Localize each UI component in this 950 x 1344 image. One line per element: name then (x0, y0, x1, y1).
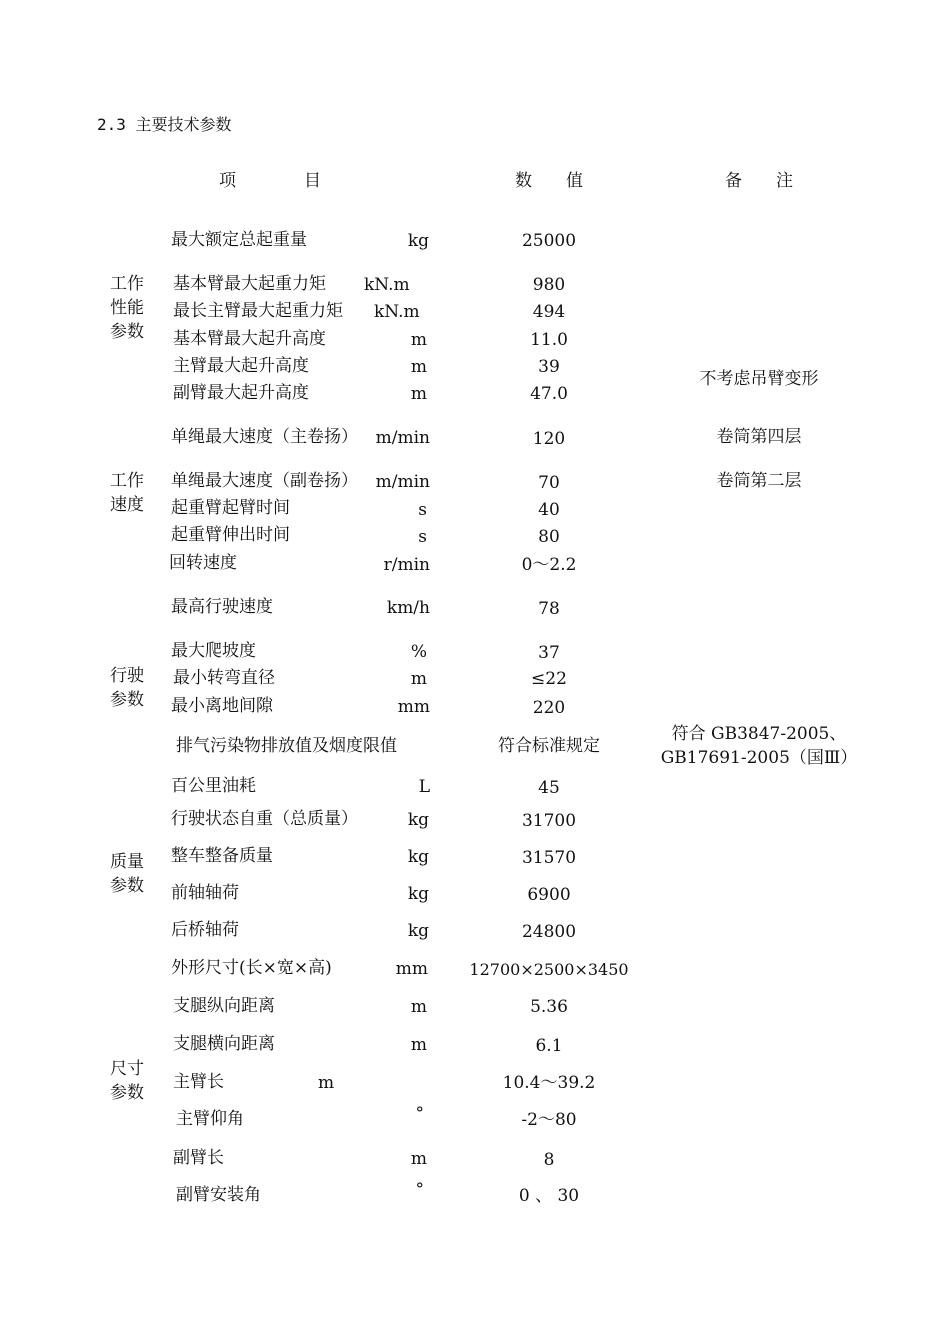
row-name: 整车整备质量 (171, 846, 273, 866)
row-value: 符合标准规定 (498, 736, 600, 756)
group-work-performance: 工作 性能 参数 (110, 274, 144, 342)
row-name: 回转速度 (169, 553, 237, 573)
row-unit: km/h (386, 598, 430, 618)
row-name: 排气污染物排放值及烟度限值 (176, 736, 397, 756)
row-unit: ° (415, 1180, 424, 1200)
row-name: 起重臂伸出时间 (171, 525, 290, 545)
row-value: 25000 (521, 231, 577, 251)
row-name: 最高行驶速度 (171, 597, 273, 617)
section-title: 2.3 主要技术参数 (97, 115, 232, 134)
row-name: 基本臂最大起重力矩 (173, 274, 326, 294)
row-unit: kg (407, 921, 429, 941)
group-mass: 质量 参数 (110, 852, 144, 896)
row-name: 主臂仰角 (176, 1109, 244, 1129)
row-value: -2～80 (521, 1110, 577, 1130)
row-value: 37 (538, 643, 560, 663)
row-unit: kg (407, 884, 429, 904)
row-name: 单绳最大速度（副卷扬） (171, 471, 358, 491)
row-name: 起重臂起臂时间 (171, 498, 290, 518)
row-name: 后桥轴荷 (171, 920, 239, 940)
row-value: 220 (532, 698, 566, 718)
row-name: 副臂长 (173, 1148, 224, 1168)
row-name: 副臂最大起升高度 (173, 383, 309, 403)
row-name: 外形尺寸(长×宽×高) (171, 958, 332, 978)
row-value: 6.1 (535, 1036, 563, 1056)
row-value: 5.36 (530, 997, 568, 1017)
row-unit: m (410, 330, 427, 350)
row-value: 40 (538, 500, 560, 520)
row-value: 39 (538, 357, 560, 377)
row-unit: L (418, 777, 430, 797)
row-name: 最小转弯直径 (173, 668, 275, 688)
row-value: 980 (532, 275, 566, 295)
row-value: ≤22 (531, 669, 567, 689)
row-unit: s (418, 500, 427, 520)
row-unit: kg (407, 810, 429, 830)
row-value: 0～2.2 (521, 555, 577, 575)
row-name: 支腿纵向距离 (173, 996, 275, 1016)
row-value: 10.4～39.2 (502, 1073, 596, 1093)
row-value: 12700×2500×3450 (469, 960, 629, 979)
row-unit: % (410, 642, 427, 662)
row-unit: mm (395, 959, 428, 979)
row-unit: m (318, 1073, 335, 1093)
remark-drum-4: 卷筒第四层 (716, 427, 802, 447)
remark-emission-line2: GB17691-2005（国Ⅲ） (660, 748, 858, 768)
row-unit: kN.m (364, 275, 410, 295)
row-unit: m (410, 1035, 427, 1055)
row-value: 80 (538, 527, 560, 547)
row-name: 行驶状态自重（总质量） (171, 809, 358, 829)
header-item: 项 目 (219, 171, 321, 191)
row-value: 0 、 30 (518, 1186, 580, 1206)
row-value: 45 (538, 778, 560, 798)
row-unit: m (410, 384, 427, 404)
row-value: 47.0 (530, 384, 568, 404)
row-unit: m (410, 1149, 427, 1169)
row-unit: mm (397, 697, 430, 717)
row-unit: m (410, 997, 427, 1017)
row-value: 31570 (521, 848, 577, 868)
row-unit: m/min (375, 472, 430, 492)
remark-emission-line1: 符合 GB3847-2005、 (671, 724, 847, 744)
remark-drum-2: 卷筒第二层 (716, 471, 802, 491)
row-value: 8 (543, 1150, 555, 1170)
row-value: 120 (532, 429, 566, 449)
row-value: 70 (538, 473, 560, 493)
row-unit: kg (407, 231, 429, 251)
group-travel: 行驶 参数 (110, 666, 144, 710)
row-unit: m (410, 357, 427, 377)
row-name: 主臂长 (173, 1072, 224, 1092)
row-value: 24800 (521, 922, 577, 942)
row-name: 最长主臂最大起重力矩 (173, 301, 343, 321)
row-name: 前轴轴荷 (171, 883, 239, 903)
row-value: 31700 (521, 811, 577, 831)
row-unit: m/min (375, 428, 430, 448)
row-name: 支腿横向距离 (173, 1034, 275, 1054)
group-work-speed: 工作 速度 (110, 471, 144, 515)
row-name: 单绳最大速度（主卷扬） (171, 427, 358, 447)
row-unit: r/min (383, 555, 430, 575)
row-unit: ° (415, 1104, 424, 1124)
row-name: 副臂安装角 (176, 1185, 261, 1205)
row-name: 百公里油耗 (171, 776, 256, 796)
group-size: 尺寸 参数 (110, 1059, 144, 1103)
row-value: 494 (532, 302, 566, 322)
row-name: 最小离地间隙 (171, 696, 273, 716)
row-name: 主臂最大起升高度 (173, 356, 309, 376)
row-name: 最大爬坡度 (171, 641, 256, 661)
row-value: 78 (538, 599, 560, 619)
header-remark: 备 注 (725, 171, 793, 191)
row-name: 基本臂最大起升高度 (173, 329, 326, 349)
row-name: 最大额定总起重量 (171, 230, 307, 250)
remark-no-deform: 不考虑吊臂变形 (699, 369, 819, 389)
row-unit: kN.m (374, 302, 420, 322)
row-value: 6900 (527, 885, 571, 905)
row-value: 11.0 (530, 330, 568, 350)
row-unit: m (410, 669, 427, 689)
row-unit: s (418, 527, 427, 547)
header-value: 数 值 (515, 171, 583, 191)
row-unit: kg (407, 847, 429, 867)
